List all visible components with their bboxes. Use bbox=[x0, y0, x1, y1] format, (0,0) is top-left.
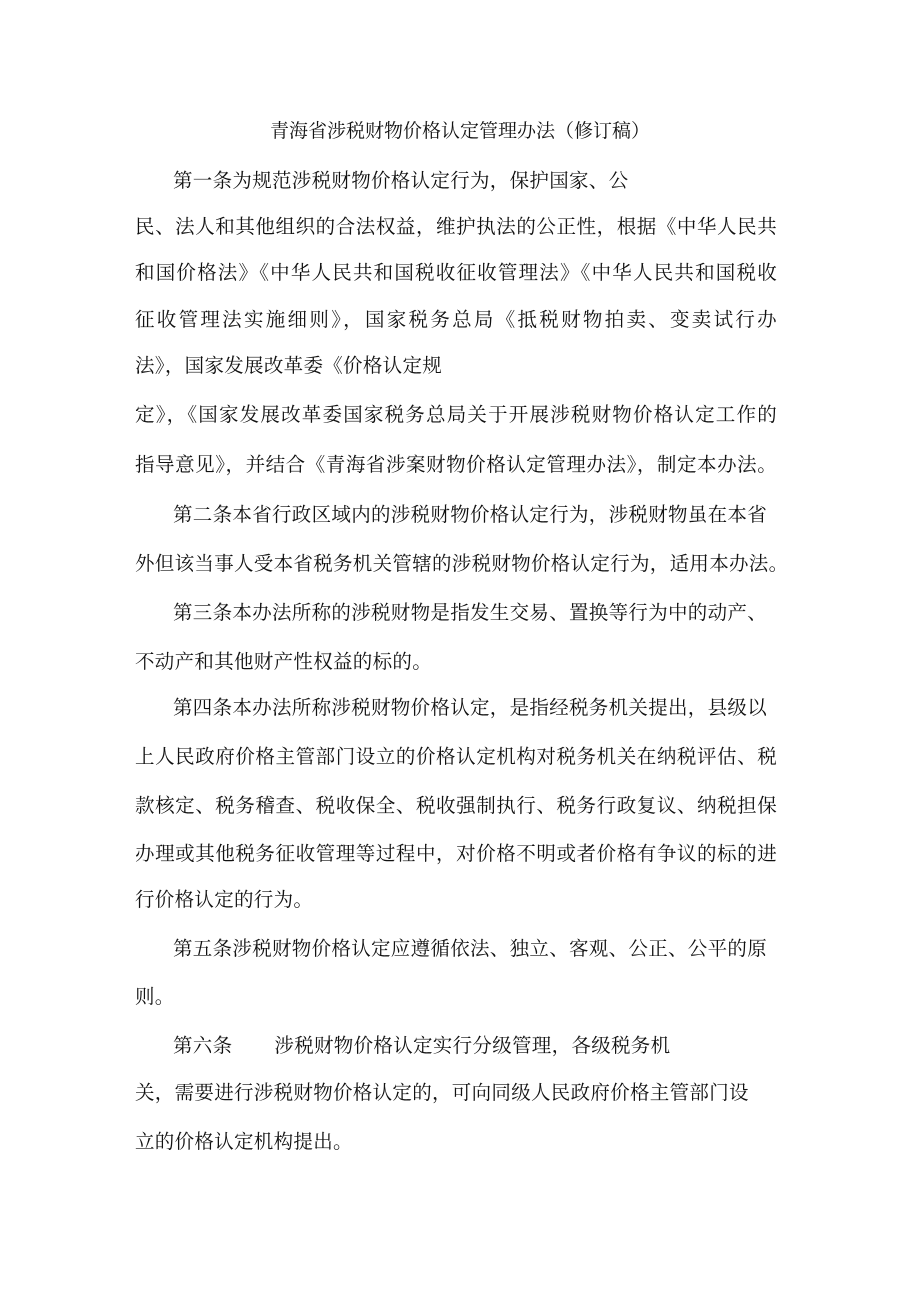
article-6-line-1 bbox=[173, 1032, 670, 1060]
article-6-line-3: 立的价格认定机构提出。 bbox=[135, 1130, 353, 1153]
article-6-line-2: 关，需要进行涉税财物价格认定的，可向同级人民政府价格主管部门设 bbox=[135, 1081, 749, 1104]
article-4-line-5: 行价格认定的行为。 bbox=[135, 888, 314, 911]
article-2-line-1: 第二条本省行政区域内的涉税财物价格认定行为，涉税财物虽在本省 bbox=[173, 503, 768, 526]
article-1-line-4: 征收管理法实施细则》，国家税务总局《抵税财物拍卖、变卖试行办 bbox=[135, 308, 777, 331]
article-1-line-5: 法》，国家发展改革委《价格认定规 bbox=[135, 354, 443, 377]
article-1-line-6: 定》，《国家发展改革委国家税务总局关于开展涉税财物价格认定工作的 bbox=[135, 403, 777, 426]
article-4-line-3: 款核定、税务稽查、税收保全、税收强制执行、税务行政复议、纳税担保 bbox=[135, 794, 777, 817]
article-6-heading: 第六条 bbox=[173, 1034, 233, 1057]
article-1-line-2: 民、法人和其他组织的合法权益，维护执法的公正性，根据《中华人民共 bbox=[135, 215, 777, 238]
article-4-line-1: 第四条本办法所称涉税财物价格认定，是指经税务机关提出，县级以 bbox=[173, 696, 768, 719]
article-1-line-7: 指导意见》，并结合《青海省涉案财物价格认定管理办法》，制定本办法。 bbox=[135, 453, 777, 476]
article-4-line-2: 上人民政府价格主管部门设立的价格认定机构对税务机关在纳税评估、税 bbox=[135, 745, 777, 768]
article-1-line-1: 第一条为规范涉税财物价格认定行为，保护国家、公 bbox=[173, 169, 629, 192]
article-4-line-4: 办理或其他税务征收管理等过程中，对价格不明或者价格有争议的标的进 bbox=[135, 842, 777, 865]
article-5-line-1: 第五条涉税财物价格认定应遵循依法、独立、客观、公正、公平的原 bbox=[173, 937, 768, 960]
article-1-line-3: 和国价格法》《中华人民共和国税收征收管理法》《中华人民共和国税收 bbox=[135, 261, 777, 284]
article-5-line-2: 则。 bbox=[135, 985, 175, 1008]
article-2-line-2: 外但该当事人受本省税务机关管辖的涉税财物价格认定行为，适用本办法。 bbox=[135, 552, 789, 575]
article-6-line-1-text: 涉税财物价格认定实行分级管理，各级税务机 bbox=[274, 1034, 671, 1057]
article-3-line-1: 第三条本办法所称的涉税财物是指发生交易、置换等行为中的动产、 bbox=[173, 601, 768, 624]
article-3-line-2: 不动产和其他财产性权益的标的。 bbox=[135, 650, 433, 673]
document-title: 青海省涉税财物价格认定管理办法（修订稿） bbox=[269, 120, 650, 142]
